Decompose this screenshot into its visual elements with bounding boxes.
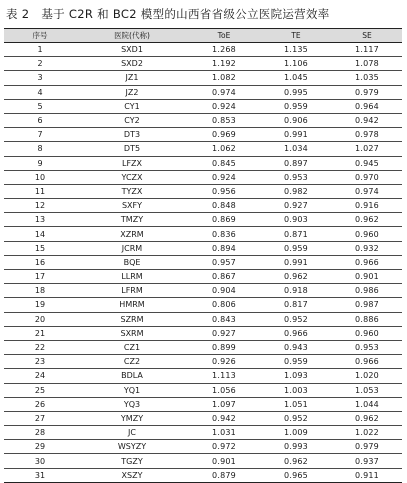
cell-se: 0.916 [332, 199, 402, 213]
table-row [4, 355, 402, 369]
cell-te: 0.952 [260, 312, 332, 326]
table-row [4, 383, 402, 397]
cell-te: 0.982 [260, 184, 332, 198]
table-row [4, 270, 402, 284]
cell-te: 0.995 [260, 85, 332, 99]
cell-se: 0.978 [332, 128, 402, 142]
table-row [4, 184, 402, 198]
cell-se: 1.044 [332, 397, 402, 411]
cell-hospital: SXD2 [76, 57, 188, 71]
cell-toe: 1.056 [188, 383, 260, 397]
cell-hospital: JZ1 [76, 71, 188, 85]
cell-index: 27 [4, 411, 76, 425]
table-row [4, 142, 402, 156]
table-row [4, 454, 402, 468]
cell-hospital: CZ2 [76, 355, 188, 369]
cell-toe: 0.843 [188, 312, 260, 326]
table-row [4, 284, 402, 298]
cell-index: 23 [4, 355, 76, 369]
cell-hospital: BDLA [76, 369, 188, 383]
table-row [4, 57, 402, 71]
cell-se: 0.979 [332, 85, 402, 99]
cell-te: 0.871 [260, 227, 332, 241]
cell-hospital: YQ1 [76, 383, 188, 397]
cell-te: 0.918 [260, 284, 332, 298]
table-caption [6, 4, 401, 24]
cell-hospital: SXRM [76, 326, 188, 340]
cell-toe: 0.869 [188, 213, 260, 227]
header-toe: ToE [188, 29, 260, 43]
cell-te: 0.965 [260, 468, 332, 482]
cell-se: 0.964 [332, 99, 402, 113]
cell-hospital: XSZY [76, 468, 188, 482]
cell-se: 1.078 [332, 57, 402, 71]
header-hospital: 医院(代称) [76, 29, 188, 43]
table-row [4, 340, 402, 354]
cell-index: 6 [4, 113, 76, 127]
cell-hospital: YQ3 [76, 397, 188, 411]
cell-se: 0.970 [332, 170, 402, 184]
table-row [4, 199, 402, 213]
table-row [4, 71, 402, 85]
cell-toe: 0.879 [188, 468, 260, 482]
cell-se: 0.937 [332, 454, 402, 468]
cell-toe: 1.062 [188, 142, 260, 156]
cell-toe: 0.926 [188, 355, 260, 369]
cell-se: 0.974 [332, 184, 402, 198]
cell-hospital: SXD1 [76, 43, 188, 57]
cell-se: 0.966 [332, 355, 402, 369]
cell-se: 0.960 [332, 326, 402, 340]
cell-index: 15 [4, 241, 76, 255]
table-row [4, 255, 402, 269]
efficiency-table [4, 28, 402, 483]
cell-se: 0.987 [332, 298, 402, 312]
cell-hospital: JC [76, 426, 188, 440]
cell-se: 0.962 [332, 411, 402, 425]
cell-toe: 1.268 [188, 43, 260, 57]
table-row [4, 113, 402, 127]
cell-se: 1.027 [332, 142, 402, 156]
cell-toe: 0.806 [188, 298, 260, 312]
cell-se: 0.962 [332, 213, 402, 227]
cell-index: 2 [4, 57, 76, 71]
table-label: 表 2 [6, 7, 30, 21]
table-row [4, 227, 402, 241]
cell-hospital: TYZX [76, 184, 188, 198]
table-row [4, 213, 402, 227]
table-row [4, 440, 402, 454]
cell-index: 4 [4, 85, 76, 99]
cell-index: 30 [4, 454, 76, 468]
cell-toe: 0.957 [188, 255, 260, 269]
header-te: TE [260, 29, 332, 43]
cell-index: 1 [4, 43, 76, 57]
cell-toe: 1.082 [188, 71, 260, 85]
cell-te: 0.959 [260, 99, 332, 113]
table-body [4, 43, 402, 483]
cell-te: 0.817 [260, 298, 332, 312]
cell-toe: 1.097 [188, 397, 260, 411]
cell-index: 18 [4, 284, 76, 298]
cell-te: 0.927 [260, 199, 332, 213]
cell-te: 0.993 [260, 440, 332, 454]
table-row [4, 426, 402, 440]
cell-te: 1.045 [260, 71, 332, 85]
cell-hospital: DT3 [76, 128, 188, 142]
cell-index: 29 [4, 440, 76, 454]
cell-te: 0.959 [260, 355, 332, 369]
cell-toe: 0.901 [188, 454, 260, 468]
cell-hospital: XZRM [76, 227, 188, 241]
cell-te: 1.106 [260, 57, 332, 71]
cell-se: 0.886 [332, 312, 402, 326]
header-se: SE [332, 29, 402, 43]
cell-toe: 0.853 [188, 113, 260, 127]
cell-se: 1.035 [332, 71, 402, 85]
cell-hospital: JZ2 [76, 85, 188, 99]
cell-index: 20 [4, 312, 76, 326]
cell-te: 1.009 [260, 426, 332, 440]
cell-te: 1.051 [260, 397, 332, 411]
cell-index: 25 [4, 383, 76, 397]
cell-hospital: HMRM [76, 298, 188, 312]
cell-index: 16 [4, 255, 76, 269]
cell-toe: 0.924 [188, 99, 260, 113]
cell-se: 0.942 [332, 113, 402, 127]
cell-se: 0.932 [332, 241, 402, 255]
cell-toe: 0.904 [188, 284, 260, 298]
cell-hospital: YCZX [76, 170, 188, 184]
cell-se: 1.117 [332, 43, 402, 57]
cell-toe: 0.845 [188, 156, 260, 170]
cell-te: 0.966 [260, 326, 332, 340]
cell-te: 1.034 [260, 142, 332, 156]
cell-se: 0.986 [332, 284, 402, 298]
header-index: 序号 [4, 29, 76, 43]
cell-hospital: CY2 [76, 113, 188, 127]
cell-index: 11 [4, 184, 76, 198]
cell-toe: 0.848 [188, 199, 260, 213]
cell-index: 26 [4, 397, 76, 411]
cell-te: 1.003 [260, 383, 332, 397]
table-header-row [4, 29, 402, 43]
cell-se: 0.966 [332, 255, 402, 269]
table-row [4, 397, 402, 411]
cell-toe: 0.899 [188, 340, 260, 354]
cell-toe: 1.192 [188, 57, 260, 71]
table-row [4, 326, 402, 340]
cell-hospital: WSYZY [76, 440, 188, 454]
cell-se: 0.979 [332, 440, 402, 454]
table-row [4, 43, 402, 57]
table-row [4, 298, 402, 312]
cell-index: 17 [4, 270, 76, 284]
cell-index: 28 [4, 426, 76, 440]
table-row [4, 170, 402, 184]
cell-se: 0.960 [332, 227, 402, 241]
cell-te: 0.953 [260, 170, 332, 184]
cell-hospital: DT5 [76, 142, 188, 156]
cell-hospital: LFZX [76, 156, 188, 170]
cell-se: 0.945 [332, 156, 402, 170]
cell-index: 3 [4, 71, 76, 85]
cell-toe: 0.894 [188, 241, 260, 255]
table-row [4, 156, 402, 170]
cell-te: 0.906 [260, 113, 332, 127]
cell-hospital: LFRM [76, 284, 188, 298]
cell-te: 0.991 [260, 255, 332, 269]
cell-hospital: YMZY [76, 411, 188, 425]
cell-te: 0.943 [260, 340, 332, 354]
cell-index: 7 [4, 128, 76, 142]
cell-toe: 1.113 [188, 369, 260, 383]
cell-hospital: LLRM [76, 270, 188, 284]
cell-toe: 0.867 [188, 270, 260, 284]
table-title: 基于 C2R 和 BC2 模型的山西省省级公立医院运营效率 [41, 7, 330, 21]
cell-index: 13 [4, 213, 76, 227]
cell-hospital: TGZY [76, 454, 188, 468]
table-row [4, 411, 402, 425]
cell-se: 0.911 [332, 468, 402, 482]
table-row [4, 312, 402, 326]
cell-hospital: CY1 [76, 99, 188, 113]
table-row [4, 128, 402, 142]
cell-index: 31 [4, 468, 76, 482]
cell-index: 10 [4, 170, 76, 184]
cell-index: 8 [4, 142, 76, 156]
cell-te: 0.903 [260, 213, 332, 227]
cell-toe: 0.974 [188, 85, 260, 99]
cell-te: 0.959 [260, 241, 332, 255]
cell-se: 0.901 [332, 270, 402, 284]
table-row [4, 468, 402, 482]
cell-index: 19 [4, 298, 76, 312]
cell-index: 12 [4, 199, 76, 213]
cell-te: 1.135 [260, 43, 332, 57]
cell-te: 1.093 [260, 369, 332, 383]
cell-se: 1.020 [332, 369, 402, 383]
cell-te: 0.991 [260, 128, 332, 142]
cell-toe: 0.956 [188, 184, 260, 198]
cell-te: 0.952 [260, 411, 332, 425]
cell-index: 24 [4, 369, 76, 383]
cell-toe: 0.924 [188, 170, 260, 184]
cell-se: 1.022 [332, 426, 402, 440]
cell-toe: 0.969 [188, 128, 260, 142]
table-row [4, 369, 402, 383]
table-row [4, 99, 402, 113]
cell-hospital: BQE [76, 255, 188, 269]
cell-te: 0.962 [260, 270, 332, 284]
cell-index: 9 [4, 156, 76, 170]
cell-index: 22 [4, 340, 76, 354]
cell-hospital: TMZY [76, 213, 188, 227]
cell-toe: 0.942 [188, 411, 260, 425]
cell-hospital: SXFY [76, 199, 188, 213]
cell-te: 0.897 [260, 156, 332, 170]
cell-toe: 0.836 [188, 227, 260, 241]
cell-hospital: SZRM [76, 312, 188, 326]
cell-toe: 0.972 [188, 440, 260, 454]
cell-te: 0.962 [260, 454, 332, 468]
cell-toe: 1.031 [188, 426, 260, 440]
table-row [4, 241, 402, 255]
cell-se: 0.953 [332, 340, 402, 354]
cell-index: 21 [4, 326, 76, 340]
cell-index: 14 [4, 227, 76, 241]
cell-index: 5 [4, 99, 76, 113]
table-row [4, 85, 402, 99]
cell-hospital: JCRM [76, 241, 188, 255]
cell-toe: 0.927 [188, 326, 260, 340]
cell-hospital: CZ1 [76, 340, 188, 354]
cell-se: 1.053 [332, 383, 402, 397]
